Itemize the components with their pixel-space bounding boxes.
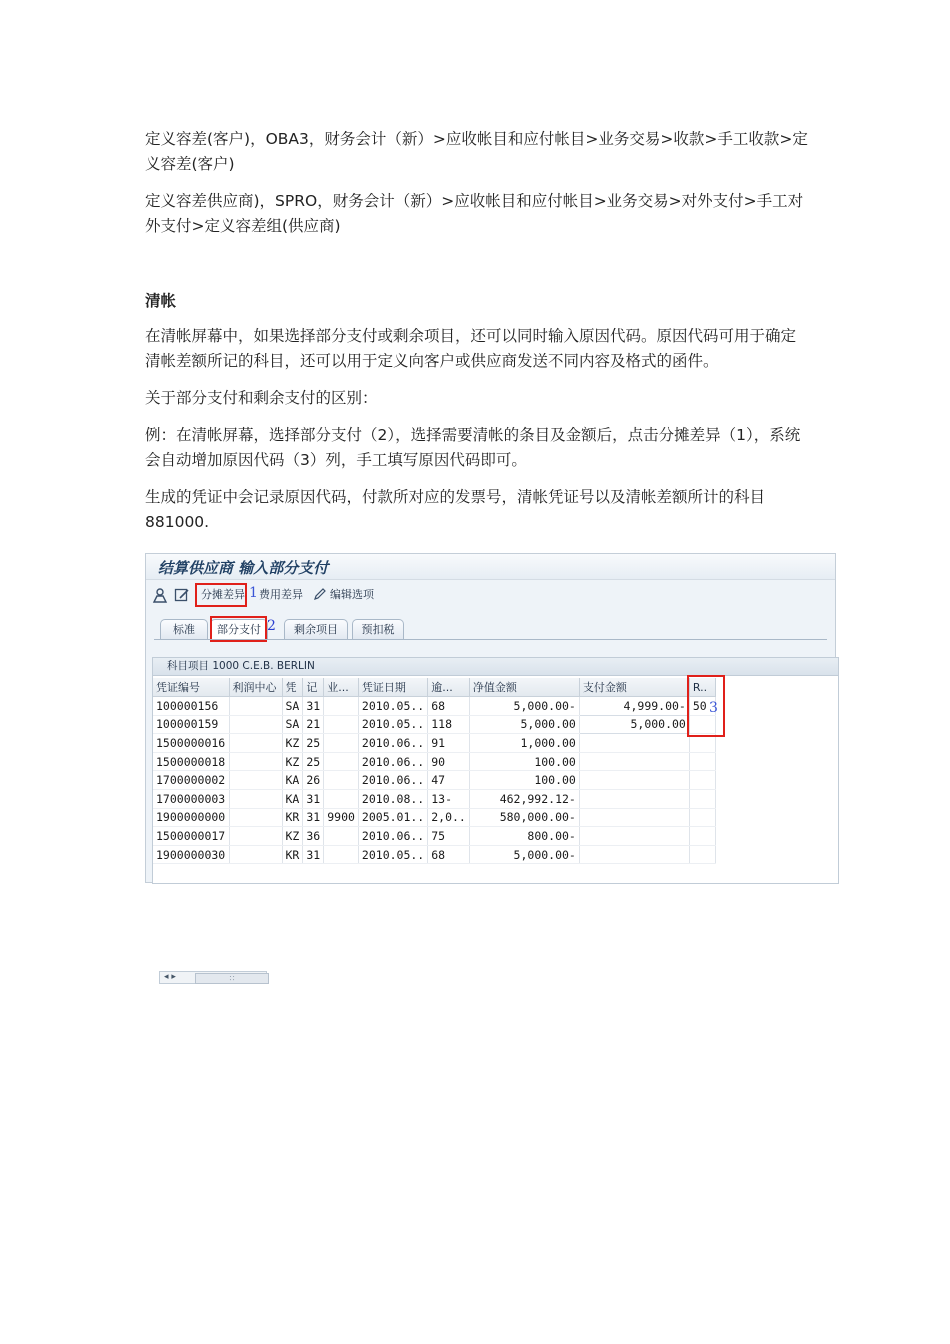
table-cell: 118 bbox=[428, 715, 470, 734]
column-header[interactable]: 逾... bbox=[428, 678, 470, 697]
table-cell bbox=[229, 734, 282, 753]
payment-amount-cell[interactable] bbox=[579, 734, 689, 753]
reason-code-cell[interactable] bbox=[689, 808, 715, 827]
tab-partial-payment[interactable]: 部分支付 bbox=[210, 619, 268, 640]
reason-code-cell[interactable] bbox=[689, 845, 715, 864]
payment-amount-cell[interactable]: 4,999.00- bbox=[579, 697, 689, 716]
payment-amount-cell[interactable] bbox=[579, 827, 689, 846]
sap-screenshot bbox=[145, 553, 836, 983]
table-header-row bbox=[153, 678, 715, 697]
scroll-thumb[interactable]: ∷ bbox=[195, 973, 269, 984]
table-cell: KZ bbox=[282, 827, 303, 846]
table-cell: KZ bbox=[282, 734, 303, 753]
paragraph-vendor-tolerance: 定义容差供应商)，SPRO，财务会计（新）>应收帐目和应付帐目>业务交易>对外支付>手工对外支付>定义容差组(供应商) bbox=[145, 192, 804, 235]
table-cell: 2010.06.. bbox=[358, 734, 427, 753]
paragraph-generated-document: 生成的凭证中会记录原因代码，付款所对应的发票号，清帐凭证号以及清帐差额所计的科目 881000. bbox=[145, 488, 766, 531]
table-cell: 31 bbox=[303, 808, 324, 827]
table-cell bbox=[229, 808, 282, 827]
tab-divider bbox=[154, 639, 827, 640]
table-cell: 1500000018 bbox=[153, 752, 229, 771]
panel-title: 科目项目 1000 C.E.B. BERLIN bbox=[153, 658, 838, 676]
table-cell: 31 bbox=[303, 845, 324, 864]
table-cell bbox=[229, 789, 282, 808]
table-cell: KA bbox=[282, 771, 303, 790]
table-cell bbox=[324, 697, 359, 716]
edit-options-button[interactable]: 编辑选项 bbox=[330, 588, 374, 601]
table-cell bbox=[324, 771, 359, 790]
annotation-2: 2 bbox=[267, 618, 276, 634]
paragraph-customer-tolerance: 定义容差(客户)，OBA3，财务会计（新）>应收帐目和应付帐目>业务交易>收款>手工收款>定义容差(客户) bbox=[145, 130, 808, 173]
table-cell: 2010.06.. bbox=[358, 771, 427, 790]
annotation-3: 3 bbox=[709, 700, 718, 716]
table-cell bbox=[324, 789, 359, 808]
table-cell bbox=[229, 827, 282, 846]
column-header[interactable]: 支付金额 bbox=[579, 678, 689, 697]
table-cell: 1700000002 bbox=[153, 771, 229, 790]
table-cell: 100000156 bbox=[153, 697, 229, 716]
annotation-1: 1 bbox=[249, 585, 258, 601]
table-cell: 13- bbox=[428, 789, 470, 808]
table-cell: 462,992.12- bbox=[469, 789, 579, 808]
table-cell: 31 bbox=[303, 789, 324, 808]
table-cell: 100000159 bbox=[153, 715, 229, 734]
table-cell: 90 bbox=[428, 752, 470, 771]
column-header[interactable]: 利润中心 bbox=[229, 678, 282, 697]
table-cell bbox=[229, 697, 282, 716]
table-cell: 100.00 bbox=[469, 752, 579, 771]
table-cell: 36 bbox=[303, 827, 324, 846]
table-cell bbox=[324, 734, 359, 753]
table-cell bbox=[324, 715, 359, 734]
table-row[interactable] bbox=[153, 715, 715, 734]
table-cell: 2010.05.. bbox=[358, 697, 427, 716]
payment-amount-cell[interactable] bbox=[579, 771, 689, 790]
sap-window-title: 结算供应商 输入部分支付 bbox=[146, 554, 835, 580]
table-cell bbox=[229, 752, 282, 771]
tab-standard[interactable]: 标准 bbox=[160, 619, 208, 639]
person-icon[interactable] bbox=[152, 587, 168, 603]
table-cell: 2,0.. bbox=[428, 808, 470, 827]
table-cell bbox=[229, 771, 282, 790]
column-header-reason[interactable]: R.. bbox=[689, 678, 715, 697]
table-cell: 25 bbox=[303, 734, 324, 753]
table-cell: 100.00 bbox=[469, 771, 579, 790]
paragraph-difference-intro: 关于部分支付和剩余支付的区别： bbox=[145, 389, 378, 407]
highlight-box-1 bbox=[195, 583, 247, 607]
column-header[interactable]: 凭 bbox=[282, 678, 303, 697]
column-header[interactable]: 记 bbox=[303, 678, 324, 697]
table-cell: 1,000.00 bbox=[469, 734, 579, 753]
paragraph-reason-code: 在清帐屏幕中，如果选择部分支付或剩余项目，还可以同时输入原因代码。原因代码可用于确定清帐差额所记的科目，还可以用于定义向客户或供应商发送不同内容及格式的函件。 bbox=[145, 327, 797, 370]
table-cell: 91 bbox=[428, 734, 470, 753]
table-cell: 2010.05.. bbox=[358, 845, 427, 864]
column-header[interactable]: 净值金额 bbox=[469, 678, 579, 697]
payment-amount-cell[interactable]: 5,000.00 bbox=[579, 715, 689, 734]
table-cell bbox=[324, 827, 359, 846]
table-cell: 68 bbox=[428, 697, 470, 716]
table-cell: 9900 bbox=[324, 808, 359, 827]
highlight-box-3 bbox=[687, 675, 725, 737]
sap-toolbar bbox=[146, 580, 835, 610]
table-cell bbox=[229, 845, 282, 864]
column-header[interactable]: 凭证日期 bbox=[358, 678, 427, 697]
table-cell: 75 bbox=[428, 827, 470, 846]
reason-code-cell[interactable]: 50 bbox=[689, 697, 715, 716]
table-cell: 1500000016 bbox=[153, 734, 229, 753]
table-cell: 2010.06.. bbox=[358, 752, 427, 771]
scroll-arrows-icon[interactable]: ◂ ▸ bbox=[164, 972, 176, 982]
table-cell: KR bbox=[282, 845, 303, 864]
items-table bbox=[153, 678, 716, 864]
table-row[interactable] bbox=[153, 827, 715, 846]
table-cell: 5,000.00 bbox=[469, 715, 579, 734]
table-cell: 800.00- bbox=[469, 827, 579, 846]
reason-code-cell[interactable] bbox=[689, 752, 715, 771]
column-header[interactable]: 凭证编号 bbox=[153, 678, 229, 697]
payment-amount-cell[interactable] bbox=[579, 845, 689, 864]
table-row[interactable] bbox=[153, 734, 715, 753]
table-row[interactable] bbox=[153, 752, 715, 771]
table-cell: 26 bbox=[303, 771, 324, 790]
table-cell: 47 bbox=[428, 771, 470, 790]
table-cell bbox=[229, 715, 282, 734]
table-cell: 1700000003 bbox=[153, 789, 229, 808]
table-cell: 2010.06.. bbox=[358, 827, 427, 846]
table-cell: SA bbox=[282, 715, 303, 734]
tab-residual-items[interactable]: 剩余项目 bbox=[284, 619, 348, 639]
reason-code-cell[interactable] bbox=[689, 789, 715, 808]
table-cell: 1900000030 bbox=[153, 845, 229, 864]
table-cell bbox=[324, 845, 359, 864]
tab-withholding-tax[interactable]: 预扣税 bbox=[352, 619, 404, 639]
table-cell: 1900000000 bbox=[153, 808, 229, 827]
column-header[interactable]: 业... bbox=[324, 678, 359, 697]
charge-difference-button[interactable]: 费用差异 bbox=[259, 588, 303, 601]
table-cell: SA bbox=[282, 697, 303, 716]
table-cell: KA bbox=[282, 789, 303, 808]
table-cell: KZ bbox=[282, 752, 303, 771]
distribute-difference-button[interactable]: 分摊差异 bbox=[201, 588, 245, 601]
table-cell bbox=[324, 752, 359, 771]
payment-amount-cell[interactable] bbox=[579, 808, 689, 827]
table-cell: 68 bbox=[428, 845, 470, 864]
table-cell: 31 bbox=[303, 697, 324, 716]
table-cell: 1500000017 bbox=[153, 827, 229, 846]
reason-code-cell[interactable] bbox=[689, 771, 715, 790]
pencil-icon bbox=[312, 587, 328, 603]
table-cell: KR bbox=[282, 808, 303, 827]
reason-code-cell[interactable] bbox=[689, 827, 715, 846]
section-heading: 清帐 bbox=[145, 292, 177, 310]
horizontal-scrollbar[interactable] bbox=[159, 971, 267, 984]
table-row[interactable] bbox=[153, 808, 715, 827]
table-cell: 21 bbox=[303, 715, 324, 734]
table-row[interactable] bbox=[153, 789, 715, 808]
payment-amount-cell[interactable] bbox=[579, 752, 689, 771]
table-row[interactable] bbox=[153, 771, 715, 790]
table-cell: 2010.08.. bbox=[358, 789, 427, 808]
edit-icon[interactable] bbox=[174, 587, 190, 603]
table-cell: 5,000.00- bbox=[469, 845, 579, 864]
table-row[interactable] bbox=[153, 845, 715, 864]
table-cell: 25 bbox=[303, 752, 324, 771]
payment-amount-cell[interactable] bbox=[579, 789, 689, 808]
items-panel bbox=[152, 657, 839, 983]
table-cell: 2010.05.. bbox=[358, 715, 427, 734]
table-cell: 5,000.00- bbox=[469, 697, 579, 716]
table-row[interactable] bbox=[153, 697, 715, 716]
paragraph-example: 例：在清帐屏幕，选择部分支付（2），选择需要清帐的条目及金额后，点击分摊差异（1），系统会自动增加原因代码（3）列，手工填写原因代码即可。 bbox=[145, 426, 801, 469]
table-cell: 2005.01.. bbox=[358, 808, 427, 827]
table-cell: 580,000.00- bbox=[469, 808, 579, 827]
